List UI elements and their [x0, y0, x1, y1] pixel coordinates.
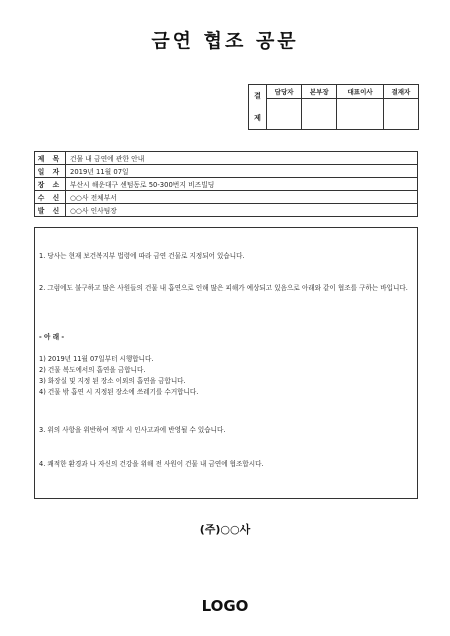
approval-sign-ceo[interactable]: [337, 99, 383, 130]
approval-header-staff: 담당자: [267, 85, 302, 99]
document-title: 금연 협조 공문: [151, 30, 299, 52]
logo: LOGO: [201, 597, 249, 615]
body-list-item: 4) 건물 밖 흡연 시 지정된 장소에 쓰레기를 수거합니다.: [39, 388, 199, 396]
info-label-subject: 제 목: [35, 152, 66, 165]
approval-side-top: 결: [254, 92, 261, 100]
body-paragraph-2: 2. 그럼에도 불구하고 많은 사원들의 건물 내 흡연으로 인해 많은 피해가 예상되고 있음으로 아래와 같이 협조를 구하는 바입니다.: [39, 284, 408, 292]
approval-side-bottom: 제: [254, 114, 261, 122]
info-label-recipient: 수 신: [35, 191, 66, 204]
info-label-sender: 발 신: [35, 204, 66, 217]
body-paragraph-4: 4. 쾌적한 환경과 나 자신의 건강을 위해 전 사원이 건물 내 금연에 협조합시다.: [39, 460, 264, 468]
info-label-date: 일 자: [35, 165, 66, 178]
info-row-subject: [35, 152, 418, 165]
info-row-date: [35, 165, 418, 178]
body-list-item: 3) 화장실 및 지정 된 장소 이외의 흡연을 금합니다.: [39, 377, 186, 385]
info-row-sender: [35, 204, 418, 217]
info-row-recipient: [35, 191, 418, 204]
approval-header-approver: 결재자: [383, 85, 418, 99]
info-value-place: 부산시 해운대구 센텀동로 50-300번지 비즈빌딩: [66, 178, 418, 191]
info-value-recipient: ○○사 전체부서: [66, 191, 418, 204]
approval-side-label: [249, 85, 267, 130]
company-name: (주)○○사: [199, 523, 251, 536]
approval-table: [248, 84, 419, 130]
document-body: [34, 227, 418, 499]
info-value-subject: 건물 내 금연에 관한 안내: [66, 152, 418, 165]
info-table: [34, 151, 418, 217]
info-value-date: 2019년 11월 07일: [66, 165, 418, 178]
info-value-sender: ○○사 인사팀장: [66, 204, 418, 217]
body-notice-heading: - 아 래 -: [39, 333, 65, 341]
approval-header-ceo: 대표이사: [337, 85, 383, 99]
body-list-item: 1) 2019년 11월 07일부터 시행합니다.: [39, 355, 154, 363]
body-paragraph-3: 3. 위의 사항을 위반하여 적발 시 인사고과에 반영될 수 있습니다.: [39, 426, 226, 434]
approval-sign-director[interactable]: [302, 99, 337, 130]
approval-sign-staff[interactable]: [267, 99, 302, 130]
body-paragraph-1: 1. 당사는 현재 보건복지부 법령에 따라 금연 건물로 지정되어 있습니다.: [39, 252, 245, 260]
body-list-item: 2) 건물 복도에서의 흡연을 금합니다.: [39, 366, 146, 374]
info-label-place: 장 소: [35, 178, 66, 191]
approval-header-director: 본부장: [302, 85, 337, 99]
approval-sign-approver[interactable]: [383, 99, 418, 130]
info-row-place: [35, 178, 418, 191]
